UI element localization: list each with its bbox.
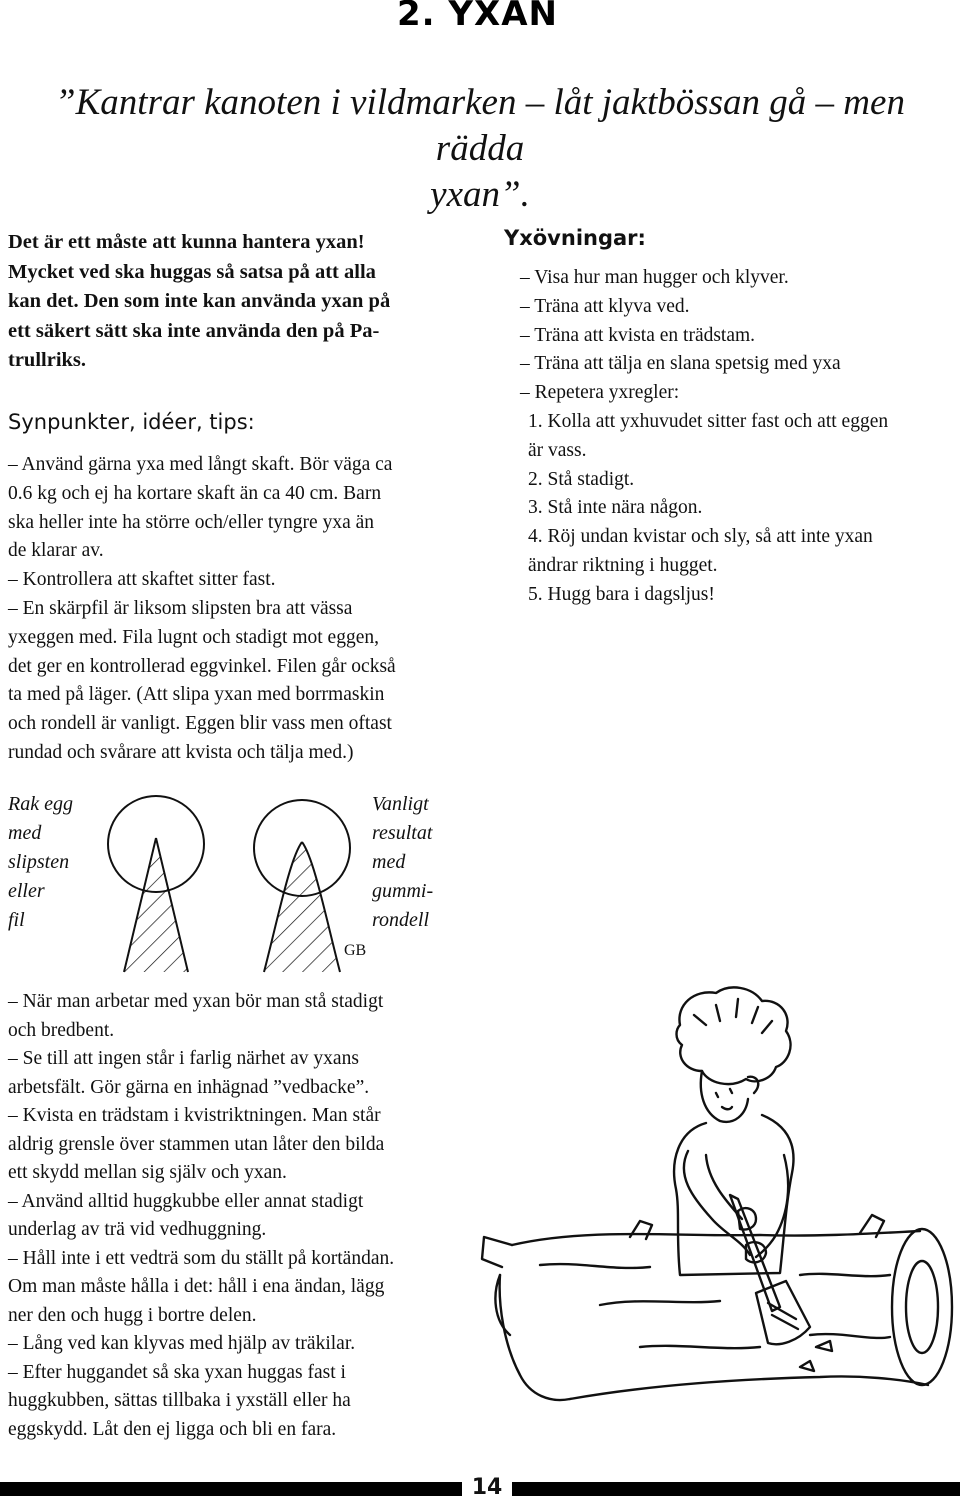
caption-line: rondell (372, 909, 430, 931)
synpunkter-line: ska heller inte ha större och/eller tyngre yxa än (8, 511, 375, 533)
page-number: 14 (462, 1471, 512, 1503)
synpunkter-text (8, 451, 478, 768)
synpunkter-line: de klarar av. (8, 540, 104, 562)
synpunkter-line: och rondell är vanligt. Eggen blir vass men oftast (8, 713, 392, 735)
exercise-item: – Träna att tälja en slana spetsig med yxa (520, 353, 841, 375)
exercises-heading: Yxövningar: (504, 226, 646, 250)
boy-chopping-log-illustration (480, 975, 958, 1435)
intro-line: Det är ett måste att kunna hantera yxan! (8, 231, 365, 253)
exercise-item: – Visa hur man hugger och klyver. (520, 267, 789, 288)
safety-line: och bredbent. (8, 1019, 115, 1041)
hair (677, 987, 791, 1084)
caption-line: Rak egg (8, 793, 73, 815)
synpunkter-line: – Använd gärna yxa med långt skaft. Bör väga ca (8, 454, 393, 475)
safety-line: – Använd alltid huggkubbe eller annat stadigt (8, 1190, 364, 1212)
safety-line: – Lång ved kan klyvas med hjälp av träkilar. (8, 1333, 356, 1354)
intro-line: trullriks. (8, 349, 87, 371)
log (512, 1231, 920, 1245)
axe-rule: 1. Kolla att yxhuvudet sitter fast och att eggen (528, 410, 889, 432)
synpunkter-heading: Synpunkter, idéer, tips: (8, 410, 255, 434)
axe-rule: ändrar riktning i hugget. (528, 554, 718, 576)
rounded-edge-profile (254, 800, 350, 972)
safety-line: – Håll inte i ett vedträ som du ställt på kortändan. (8, 1247, 395, 1269)
synpunkter-line: yxeggen med. Fila lugnt och stadigt mot eggen, (8, 626, 379, 648)
safety-line: arbetsfält. Gör gärna en inhägnad ”vedbacke”. (8, 1076, 370, 1098)
axe-rule: 2. Stå stadigt. (528, 468, 635, 490)
intro-line: Mycket ved ska huggas så satsa på att alla (8, 260, 376, 283)
exercises-list (504, 264, 954, 610)
caption-line: fil (8, 909, 25, 931)
exercise-item: – Repetera yxregler: (520, 382, 680, 404)
caption-line: resultat (372, 822, 433, 844)
axe-rule: är vass. (528, 439, 587, 461)
intro-paragraph (8, 228, 478, 376)
safety-line: underlag av trä vid vedhuggning. (8, 1219, 267, 1240)
safety-line: – När man arbetar med yxan bör man stå stadigt (8, 991, 384, 1012)
safety-line: Om man måste hålla i det: håll i ena ändan, lägg (8, 1276, 385, 1297)
caption-line: gummi- (372, 880, 434, 902)
axe-rule: 4. Röj undan kvistar och sly, så att inte yxan (528, 526, 873, 548)
chapter-title: 2. YXAN (396, 0, 558, 34)
safety-line: – Efter huggandet så ska yxan huggas fast i (8, 1361, 346, 1383)
safety-line: aldrig grensle över stammen utan låter den bilda (8, 1133, 385, 1155)
intro-line: kan det. Den som inte kan använda yxan på (8, 290, 391, 312)
synpunkter-line: ta med på läger. (Att slipa yxan med borrmaskin (8, 684, 385, 706)
safety-line: ett skydd mellan sig själv och yxan. (8, 1162, 287, 1183)
caption-line: med (372, 851, 406, 873)
safety-line: eggskydd. Låt den ej ligga och bli en fara. (8, 1418, 337, 1440)
log-end (892, 1229, 952, 1385)
safety-line: huggkubben, sättas tillbaka i yxställ eller ha (8, 1390, 351, 1411)
synpunkter-line: – En skärpfil är liksom slipsten bra att vässa (8, 597, 353, 619)
caption-line: Vanligt (372, 793, 429, 815)
safety-line: – Kvista en trädstam i kvistriktningen. Man står (8, 1105, 381, 1126)
exercise-item: – Träna att klyva ved. (520, 295, 690, 317)
synpunkter-line: 0.6 kg och ej ha kortare skaft än ca 40 cm. Barn (8, 482, 382, 504)
exercise-item: – Träna att kvista en trädstam. (520, 324, 756, 346)
straight-edge-profile (108, 796, 204, 972)
axe-rule: 3. Stå inte nära någon. (528, 497, 703, 519)
axe-edge-drawing (100, 778, 360, 978)
synpunkter-line: rundad och svårare att kvista och tälja med.) (8, 741, 354, 763)
safety-line: ner den och hugg i bortre delen. (8, 1304, 257, 1326)
quote (20, 80, 940, 218)
straight-edge-caption (8, 790, 73, 935)
axe-rule: 5. Hugg bara i dagsljus! (528, 583, 715, 605)
rounded-edge-caption (372, 790, 433, 935)
quote-line-2: yxan”. (430, 174, 530, 215)
intro-line: ett säkert sätt ska inte använda den på Pa- (8, 319, 380, 342)
caption-line: eller (8, 880, 45, 902)
caption-line: med (8, 822, 42, 844)
artist-signature: GB (344, 942, 367, 959)
safety-text (8, 988, 478, 1444)
safety-line: – Se till att ingen står i farlig närhet av yxans (8, 1048, 359, 1069)
synpunkter-line: – Kontrollera att skaftet sitter fast. (8, 569, 276, 591)
synpunkter-line: det ger en kontrollerad eggvinkel. Filen går också (8, 655, 396, 677)
quote-line-1: ”Kantrar kanoten i vildmarken – låt jaktbössan gå – men rädda (55, 82, 905, 169)
caption-line: slipsten (8, 851, 70, 873)
